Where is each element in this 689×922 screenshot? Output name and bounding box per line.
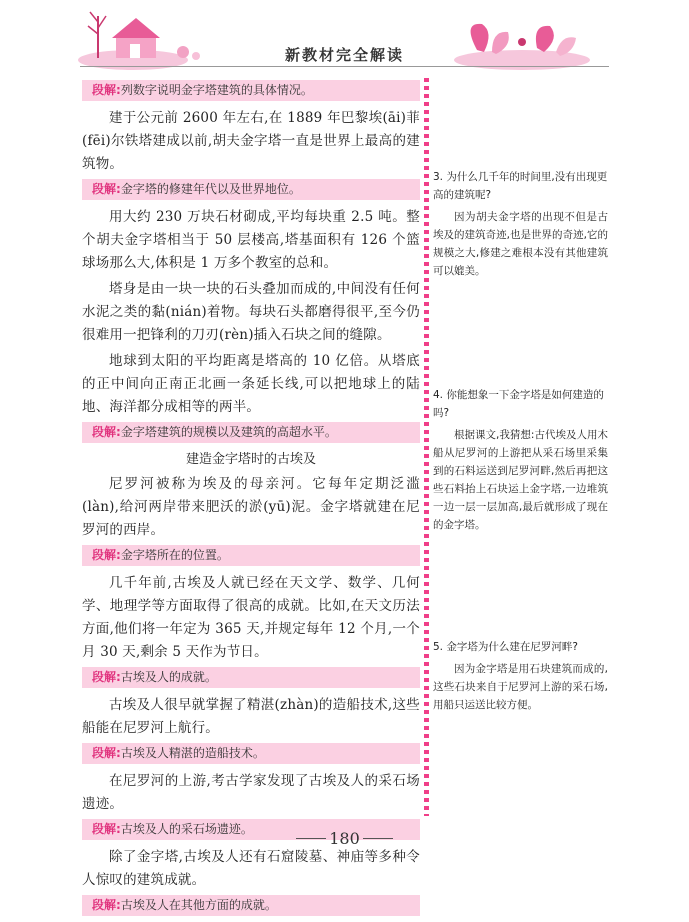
- answer-text: 因为胡夫金字塔的出现不但是古埃及的建筑奇迹,也是世界的奇迹,它的规模之大,修建之难根本没有其他建筑可以媲美。: [433, 211, 608, 277]
- answer-text: 根据课文,我猜想:古代埃及人用木船从尼罗河的上游把从采石场里采集到的石料运送到尼罗河畔,然后再把这些石料抬上石块运上金字塔,一边堆筑一边一层一层加高,最后就形成了现在的金字塔。: [433, 429, 608, 531]
- paragraph: 除了金字塔,古埃及人还有石窟陵墓、神庙等多种令人惊叹的建筑成就。: [82, 849, 420, 888]
- segment-text: 列数字说明金字塔建筑的具体情况。: [120, 83, 313, 97]
- segment-note: [82, 80, 420, 101]
- paragraph: 几千年前,古埃及人就已经在天文学、数学、几何学、地理学等方面取得了很高的成就。比如,在天文历法方面,他们将一年定为 365 天,并规定每年 12 个月,一个月 30 天,剩余 5 天作为节日。: [82, 575, 420, 660]
- segment-label: 段解:: [92, 83, 121, 97]
- segment-label: 段解:: [92, 898, 121, 912]
- question-text: 5. 金字塔为什么建在尼罗河畔?: [433, 641, 578, 653]
- side-question: [433, 168, 608, 280]
- segment-text: 金字塔的修建年代以及世界地位。: [120, 182, 301, 196]
- main-column: [82, 78, 420, 922]
- paragraph: 塔身是由一块一块的石头叠加而成的,中间没有任何水泥之类的黏(nián)着物。每块石头都磨得很平,至今仍很难用一把锋利的刀刃(rèn)插入石块之间的缝隙。: [82, 281, 420, 343]
- side-question: [433, 638, 608, 714]
- side-question: [433, 386, 608, 534]
- segment-text: 金字塔所在的位置。: [120, 548, 229, 562]
- segment-note: [82, 422, 420, 443]
- segment-label: 段解:: [92, 822, 121, 836]
- segment-label: 段解:: [92, 548, 121, 562]
- segment-text: 古埃及人的采石场遗迹。: [120, 822, 253, 836]
- side-column: [433, 78, 608, 816]
- paragraph: 建于公元前 2600 年左右,在 1889 年巴黎埃(āi)菲(fēi)尔铁塔建成以前,胡夫金字塔一直是世界上最高的建筑物。: [82, 110, 420, 172]
- segment-label: 段解:: [92, 182, 121, 196]
- segment-note: [82, 545, 420, 566]
- segment-note: [82, 667, 420, 688]
- paragraph: 古埃及人很早就掌握了精湛(zhàn)的造船技术,这些船能在尼罗河上航行。: [82, 697, 420, 736]
- segment-text: 古埃及人在其他方面的成就。: [120, 898, 277, 912]
- paragraph: 尼罗河被称为埃及的母亲河。它每年定期泛滥(làn),给河两岸带来肥沃的淤(yū)泥。金字塔就建在尼罗河的西岸。: [82, 476, 420, 538]
- page-header-title: 新教材完全解读: [284, 46, 404, 64]
- column-divider: [424, 78, 429, 816]
- segment-note: [82, 179, 420, 200]
- segment-label: 段解:: [92, 670, 121, 684]
- segment-note: [82, 743, 420, 764]
- segment-label: 段解:: [92, 425, 121, 439]
- question-text: 3. 为什么几千年的时间里,没有出现更高的建筑呢?: [433, 171, 608, 201]
- question-text: 4. 你能想象一下金字塔是如何建造的吗?: [433, 389, 604, 419]
- page-number: 180: [329, 829, 360, 848]
- header-rule: [80, 66, 609, 67]
- segment-text: 古埃及人精湛的造船技术。: [120, 746, 265, 760]
- paragraph: 地球到太阳的平均距离是塔高的 10 亿倍。从塔底的正中间向正南正北画一条延长线,可以把地球上的陆地、海洋都分成相等的两半。: [82, 353, 420, 415]
- segment-label: 段解:: [92, 746, 121, 760]
- segment-note: [82, 895, 420, 916]
- page-number-dash: [363, 838, 393, 839]
- page-header: [0, 0, 689, 78]
- section-subtitle: 建造金字塔时的古埃及: [185, 452, 316, 467]
- answer-text: 因为金字塔是用石块建筑而成的,这些石块来自于尼罗河上游的采石场,用船只运送比较方便。: [433, 663, 608, 711]
- paragraph: 在尼罗河的上游,考古学家发现了古埃及人的采石场遗迹。: [82, 773, 420, 812]
- paragraph: 用大约 230 万块石材砌成,平均每块重 2.5 吨。整个胡夫金字塔相当于 50 层楼高,塔基面积有 126 个篮球场那么大,体积是 1 万多个教室的总和。: [82, 209, 420, 271]
- segment-text: 金字塔建筑的规模以及建筑的高超水平。: [120, 425, 337, 439]
- segment-text: 古埃及人的成就。: [120, 670, 217, 684]
